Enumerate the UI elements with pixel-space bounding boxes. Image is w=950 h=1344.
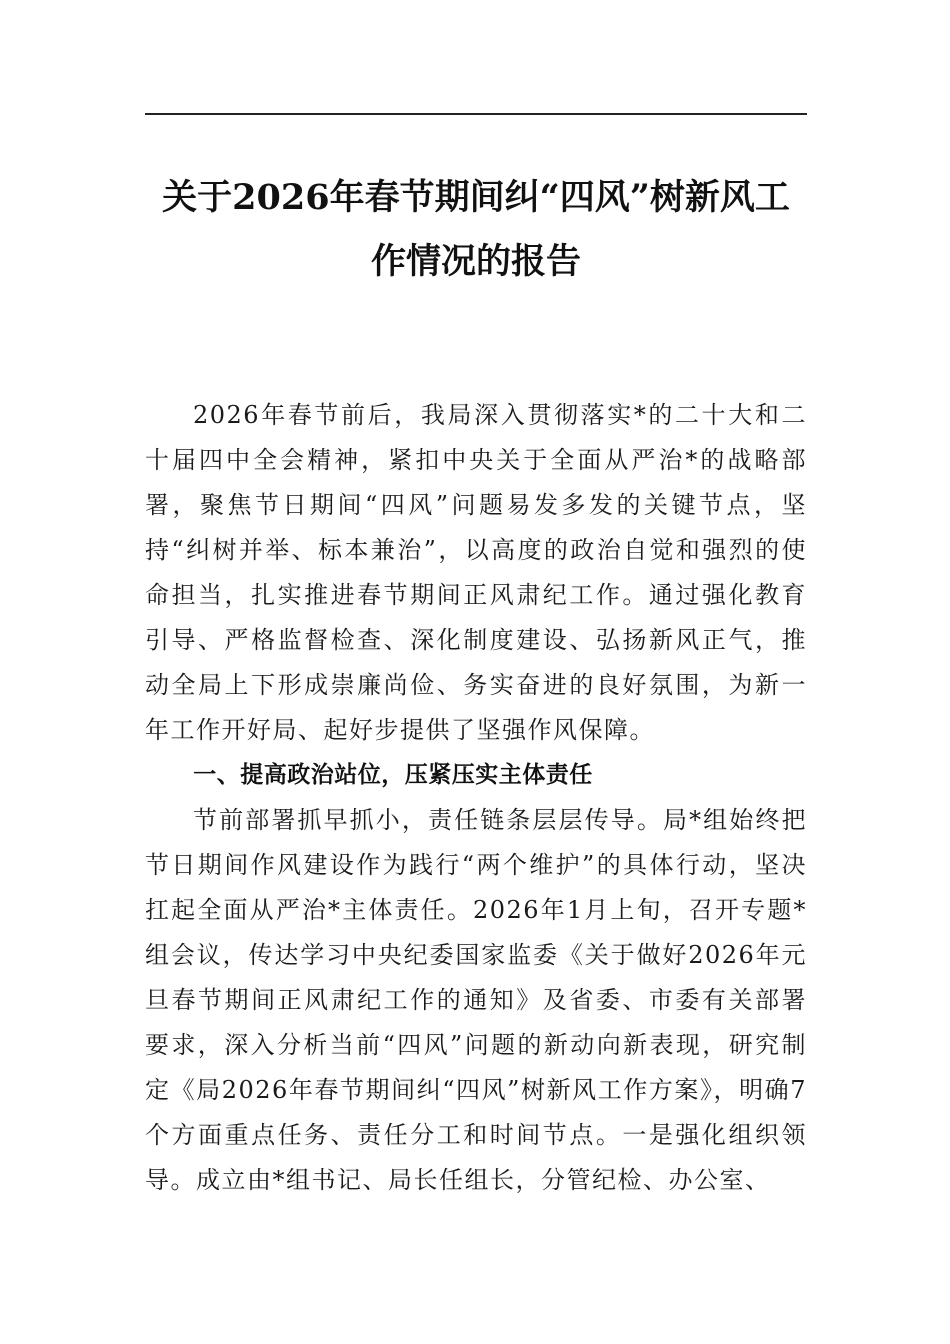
header-divider-line (145, 113, 807, 115)
document-body (145, 393, 807, 1203)
document-title (120, 166, 832, 294)
document-title-line-1: 关于2026年春节期间纠“四风”树新风工 (162, 177, 790, 218)
section-1-heading: 一、提高政治站位，压紧压实主体责任 (193, 762, 593, 788)
document-title-line-2: 作情况的报告 (370, 241, 581, 282)
intro-paragraph: 2026年春节前后，我局深入贯彻落实*的二十大和二十届四中全会精神，紧扣中央关于全面从严治*的战略部署，聚焦节日期间“四风”问题易发多发的关键节点，坚持“纠树并举、标本兼治”，以高度的政治自觉和强烈的使命担当，扎实推进春节期间正风肃纪工作。通过强化教育引导、严格监督检查、深化制度建设、弘扬新风正气，推动全局上下形成崇廉尚俭、务实奋进的良好氛围，为新一年工作开好局、起好步提供了坚强作风保障。 (145, 401, 807, 744)
section-1-paragraph: 节前部署抓早抓小，责任链条层层传导。局*组始终把节日期间作风建设作为践行“两个维护”的具体行动，坚决扛起全面从严治*主体责任。2026年1月上旬，召开专题*组会议，传达学习中央纪委国家监委《关于做好2026年元旦春节期间正风肃纪工作的通知》及省委、市委有关部署要求，深入分析当前“四风”问题的新动向新表现，研究制定《局2026年春节期间纠“四风”树新风工作方案》，明确7个方面重点任务、责任分工和时间节点。一是强化组织领导。成立由*组书记、局长任组长，分管纪检、办公室、 (145, 806, 807, 1194)
